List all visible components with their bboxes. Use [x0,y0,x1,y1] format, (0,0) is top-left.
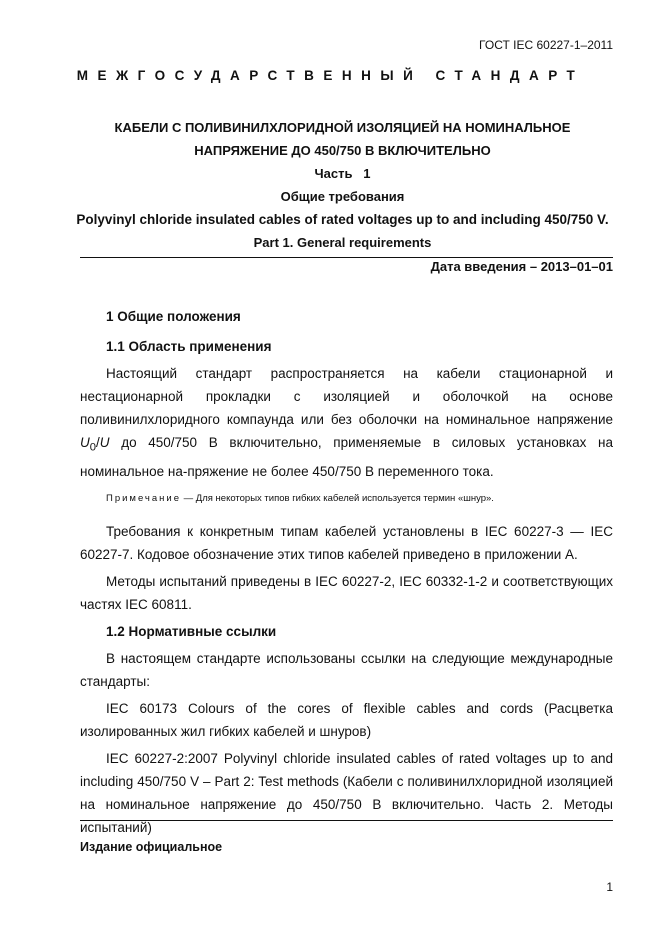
reference-iec-60227-2: IEC 60227-2:2007 Polyvinyl chloride insulated cables of rated voltages up to and including 450/750 V – Part 2: Test methods (Кабели с поливинилхлоридной изоляцией на номинальное напряжение до 450/750 В включительно. Часть 2. Методы испытаний) [80,750,613,835]
footer-divider [80,820,613,821]
scope-paragraph [80,362,613,483]
note [80,487,613,510]
introduction-date: Дата введения – 2013–01–01 [430,259,613,274]
note-text: — Для некоторых типов гибких кабелей используется термин «шнур». [181,492,494,504]
section-1-2-heading: 1.2 Нормативные ссылки [106,623,277,639]
document-body [80,305,613,843]
voltage-var-u0: U [80,435,90,450]
scope-text-2: до 450/750 В включительно, применяемые в силовых установках на номинальное на-пряжение не более 450/750 В переменного тока. [80,435,613,479]
english-title-line-2: Part 1. General requirements [253,235,432,250]
official-edition-label: Издание официальное [80,840,223,854]
section-1-heading: 1 Общие положения [106,309,241,324]
section-1-1-heading: 1.1 Область применения [106,339,272,354]
requirements-paragraph: Требования к конкретным типам кабелей установлены в IEC 60227-3 — IEC 60227-7. Кодовое обозначение этих типов кабелей приведено в приложении А. [80,523,613,562]
part-label: Часть 1 [314,166,371,181]
english-title-line-1: Polyvinyl chloride insulated cables of rated voltages up to and including 450/750 V. [76,212,609,227]
test-methods-paragraph: Методы испытаний приведены в IEC 60227-2, IEC 60332-1-2 и соответствующих частях IEC 60811. [80,573,613,612]
voltage-var-u: U [99,435,110,450]
title-line-2: НАПРЯЖЕНИЕ ДО 450/750 В ВКЛЮЧИТЕЛЬНО [194,143,491,158]
title-line-1: КАБЕЛИ С ПОЛИВИНИЛХЛОРИДНОЙ ИЗОЛЯЦИЕЙ НА НОМИНАЛЬНОЕ [114,120,571,135]
scope-text-1: Настоящий стандарт распространяется на кабели стационарной и нестационарной прокладки с изоляцией и оболочкой на основе поливинилхлоридного компаунда или без оболочки на номинальное напряжение [80,366,613,427]
voltage-subscript: 0 [89,441,97,454]
note-label: Примечание [106,492,181,504]
title-block [70,116,615,254]
voltage-separator: / [96,435,100,450]
title-divider [80,257,613,258]
page-number: 1 [606,880,613,894]
reference-iec-60173: IEC 60173 Colours of the cores of flexible cables and cords (Расцветка изолированных жил гибких кабелей и шнуров) [80,700,613,739]
subtitle: Общие требования [280,189,405,204]
references-intro-paragraph: В настоящем стандарте использованы ссылки на следующие международные стандарты: [80,650,613,689]
standard-type-heading: МЕЖГОСУДАРСТВЕННЫЙ СТАНДАРТ [76,68,585,83]
document-code: ГОСТ IEC 60227-1–2011 [479,38,613,52]
